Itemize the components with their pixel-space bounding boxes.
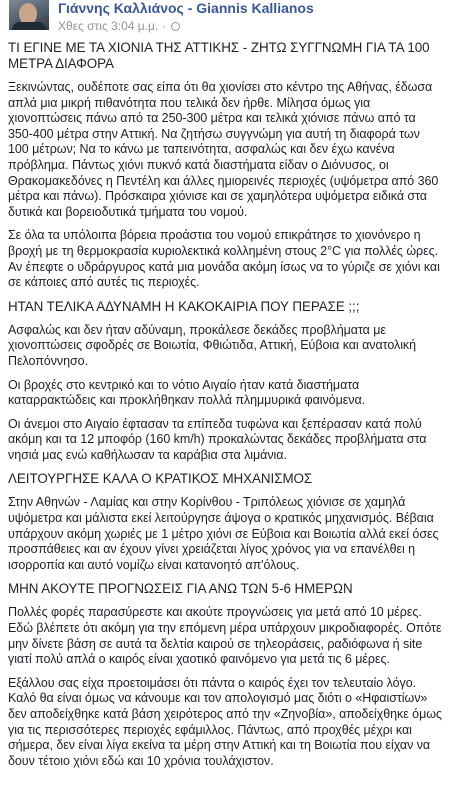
post-meta — [58, 19, 180, 33]
paragraph: Πολλές φορές παρασύρεστε και ακούτε προγνώσεις για μετά από 10 μέρες. Εδώ βλέπετε ότι ακόμη για την επόμενη μέρα υπάρχουν μικροδιαφορές. Οπότε μην δίνετε βάση σε αυτά τα δελτία καιρού σε τηλεοράσεις, ραδιόφωνα ή site γιατί πολύ απλά ο καιρός είναι χαοτικό φαινόμενο για μετά τις 6 μέρες. — [8, 605, 442, 667]
paragraph: Ασφαλώς και δεν ήταν αδύναμη, προκάλεσε δεκάδες προβλήματα με χιονοπτώσεις σφοδρές σε Βοιωτία, Φθιώτιδα, Αττική, Εύβοια και ανατολική Πελοπόννησο. — [8, 322, 417, 368]
globe-icon[interactable] — [171, 22, 180, 31]
section-heading: ΗΤΑΝ ΤΕΛΙΚΑ ΑΔΥΝΑΜΗ Η ΚΑΚΟΚΑΙΡΙΑ ΠΟΥ ΠΕΡΑΣΕ ;;; — [8, 298, 360, 314]
meta-separator: · — [161, 19, 166, 33]
post-timestamp[interactable]: Χθες στις 3:04 μ.μ. — [58, 19, 159, 33]
avatar-shoulders — [12, 22, 46, 30]
post-body — [8, 40, 443, 769]
paragraph: Σε όλα τα υπόλοιπα βόρεια προάστια του νομού επικράτησε το χιονόνερο η βροχή με τη θερμοκρασία κυριολεκτικά κολλημένη στους 2°C για πολλές ώρες. Αν έπεφτε ο υδράργυρος κατά μια μονάδα ακόμη ίσως να το γύριζε σε χιόνι και σε κάποιες από αυτές τις περιοχές. — [8, 228, 440, 290]
paragraph: Ξεκινώντας, ουδέποτε σας είπα ότι θα χιονίσει στο κέντρο της Αθήνας, έδωσα απλά μια μικρή πιθανότητα που τελικά δεν ήρθε. Μίλησα όμως για χιονοπτώσεις πάνω από τα 250-300 μέτρα και τελικά χιόνισε πάνω από τα 350-400 μέτρα στην Αττική. Να ζητήσω συγγνώμη για αυτή τη διαφορά των 100 μέτρων; Να το κάνω με ταπεινότητα, ασφαλώς και δεν έχω κανένα πρόβλημα. Πάντως χιόνι πυκνό κατά διαστήματα είδαν ο Διόνυσος, οι Θρακομακεδόνες η Πεντέλη και άλλες ημιορεινές περιοχές (υψόμετρα από 360 μέτρα και πάνω). Πρόσκαιρα χιόνισε και σε χαμηλότερα υψόμετρα ειδικά στα δυτικά και βορειοδυτικά τμήματα του νομού. — [8, 80, 439, 219]
author-avatar[interactable] — [9, 0, 49, 30]
paragraph: Οι άνεμοι στο Αιγαίο έφτασαν τα επίπεδα τυφώνα και ξεπέρασαν κατά πολύ ακόμη και τα 12 μποφόρ (160 km/h) προκαλώντας δεκάδες προβλήματα στα νησιά μας ενώ καθήλωσαν τα καράβια στα λιμάνια. — [8, 416, 427, 462]
section-heading: ΛΕΙΤΟΥΡΓΗΣΕ ΚΑΛΑ Ο ΚΡΑΤΙΚΟΣ ΜΗΧΑΝΙΣΜΟΣ — [8, 471, 313, 487]
post-header — [8, 0, 443, 40]
paragraph: Στην Αθηνών - Λαμίας και στην Κορίνθου - Τριπόλεως χιόνισε σε χαμηλά υψόμετρα και μάλιστα εκεί λειτούργησε άψογα ο κρατικός μηχανισμός. Βέβαια υπάρχουν ακόμη χωριές με 1 μέτρο χιόνι σε Εύβοια και Βοιωτία αλλά εκεί όσες προσπάθειες και αν έχουν γίνει χρειάζεται λίγος χρόνος για να επανέλθει η ισορροπία και αυτό νομίζω είναι κατανοητό απ'όλους. — [8, 495, 439, 572]
paragraph: Οι βροχές στο κεντρικό και το νότιο Αιγαίο ήταν κατά διαστήματα καταρρακτώδεις και προκλήθηκαν πολλά πλημμυρικά φαινόμενα. — [8, 377, 366, 408]
section-heading: ΜΗΝ ΑΚΟΥΤΕ ΠΡΟΓΝΩΣΕΙΣ ΓΙΑ ΑΝΩ ΤΩΝ 5-6 ΗΜΕΡΩΝ — [8, 581, 353, 597]
author-name-link[interactable]: Γιάννης Καλλιάνος - Giannis Kallianos — [58, 0, 314, 16]
paragraph: Εξάλλου σας είχα προετοιμάσει ότι πάντα ο καιρός έχει τον τελευταίο λόγο. Καλό θα είναι όμως να κάνουμε και τον απολογισμό μας διότι ο «Ηφαιστίων» δεν αποδείχθηκε κατά βάση χειρότερος από την «Ζηνοβία», αποδείχθηκε όμως για τις περισσότερες περιοχές εφάμιλλος. Πάντως, από προχθές μέχρι και σήμερα, δεν είναι λίγα εκείνα τα μέρη στην Αττική και τη Βοιωτία που είχαν να δουν τέτοιο χιόνι εδώ και 10 χρόνια τουλάχιστον. — [8, 675, 442, 768]
section-heading: ΤΙ ΕΓΙΝΕ ΜΕ ΤΑ ΧΙΟΝΙΑ ΤΗΣ ΑΤΤΙΚΗΣ - ΖΗΤΩ ΣΥΓΓΝΩΜΗ ΓΙΑ ΤΑ 100 ΜΕΤΡΑ ΔΙΑΦΟΡΑ — [8, 40, 430, 71]
